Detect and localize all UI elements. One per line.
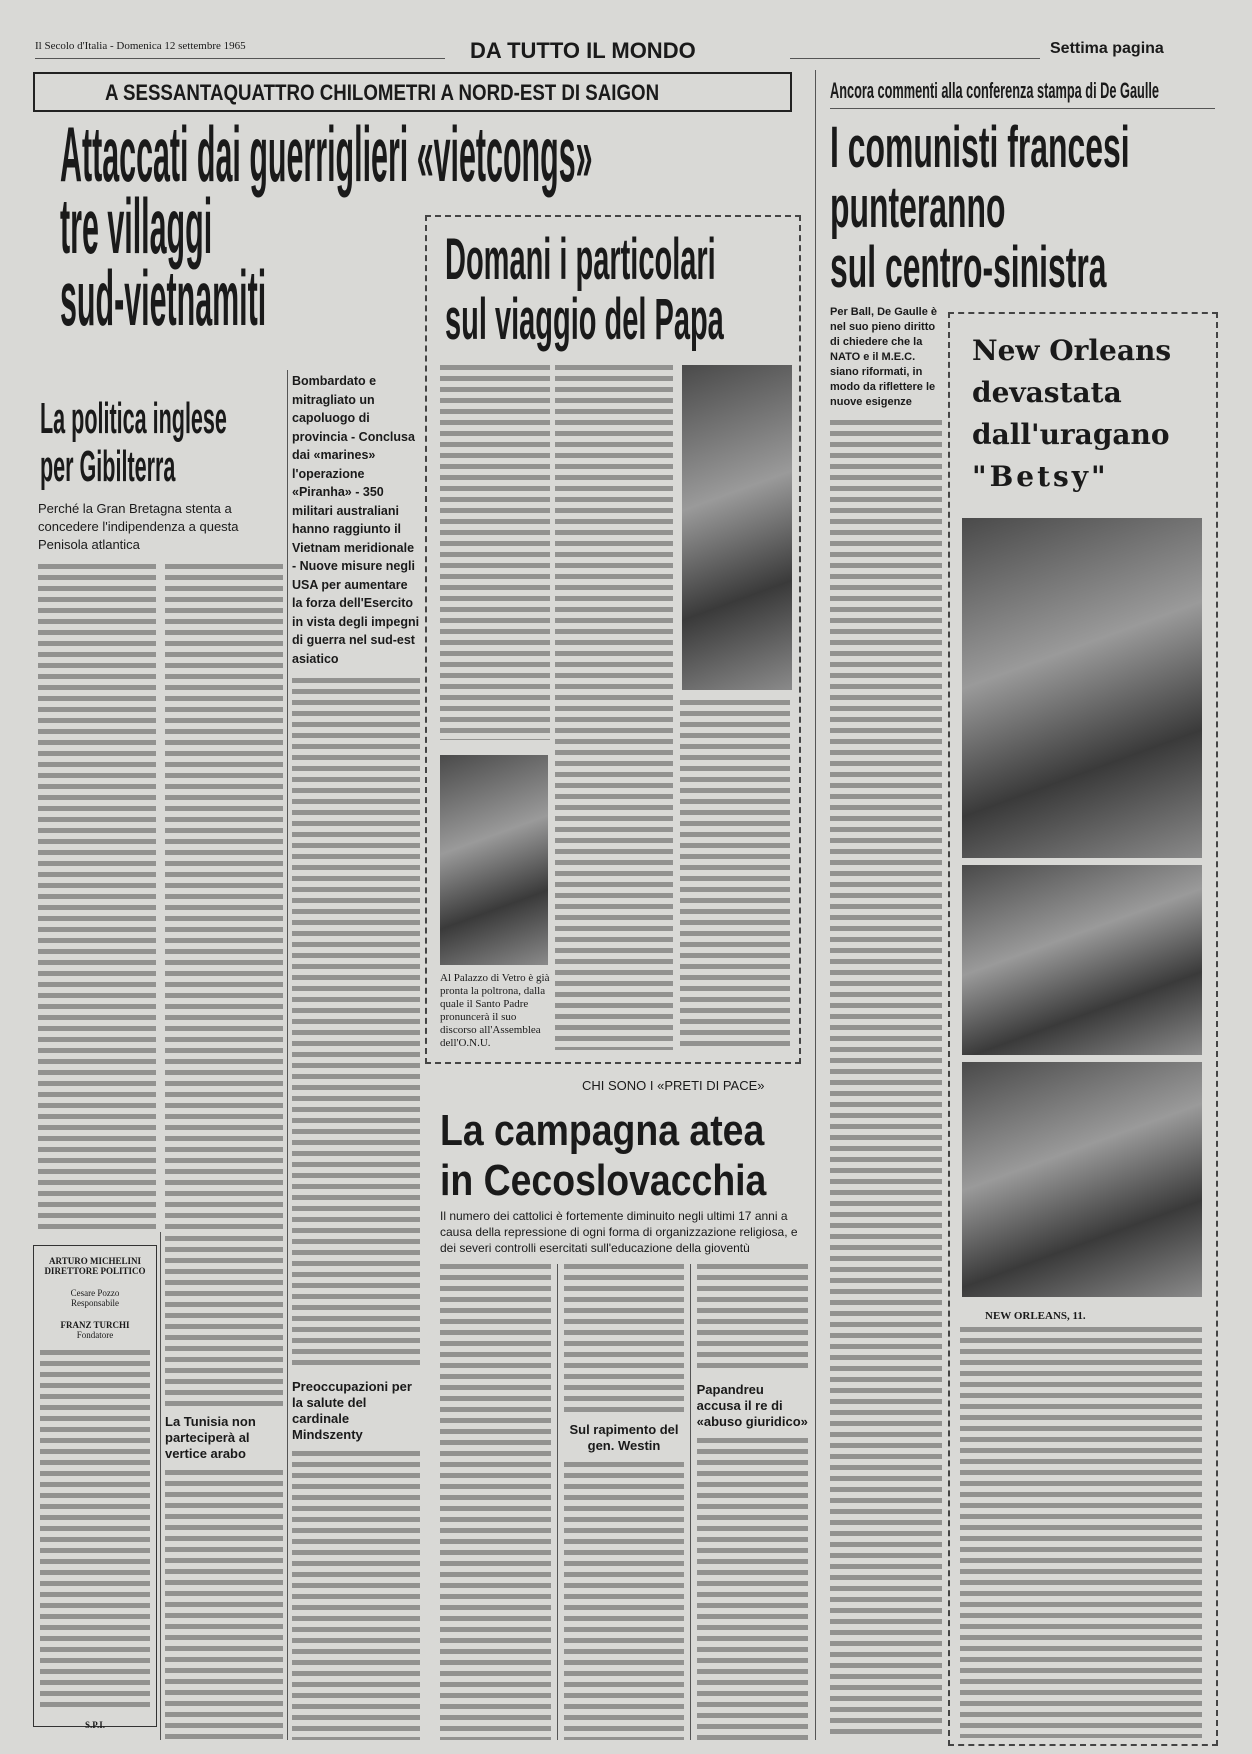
degaulle-article	[830, 305, 942, 1740]
staff-box: ARTURO MICHELINI DIRETTORE POLITICO Cesare Pozzo Responsabile FRANZ TURCHI Fondatore S.P.I.	[33, 1245, 157, 1727]
chair-photo	[440, 755, 548, 965]
masthead: Il Secolo d'Italia - Domenica 12 settembre 1965	[35, 40, 246, 52]
degaulle-summary: Per Ball, De Gaulle è nel suo pieno diritto di chiedere che la NATO e il M.E.C. siano riformati, in modo da riflettere le nuove esigenze	[830, 306, 937, 408]
degaulle-kicker: Ancora commenti alla conferenza stampa di De Gaulle	[830, 78, 1160, 103]
papa-headline: Domani i particolari sul viaggio del Papa	[445, 227, 724, 352]
section-title: DA TUTTO IL MONDO	[470, 38, 696, 63]
saigon-headline: Attaccati dai guerriglieri «vietcongs» tre villaggi sud-vietnamiti	[60, 110, 593, 342]
cecoslovacchia-article	[440, 1208, 808, 1740]
betsy-headline: New Orleans devastata dall'uragano "Betsy"	[972, 334, 1172, 493]
gibilterra-headline: La politica inglese per Gibilterra	[40, 394, 227, 491]
flood-photo-3	[962, 1062, 1202, 1297]
saigon-summary: Bombardato e mitragliato un capoluogo di provincia - Conclusa dai «marines» l'operazione «Piranha» - 350 militari australiani hanno raggiunto il Vietnam meridionale - Nuove misure negli USA per aumentare la forza dell'Esercito in vista degli impegni di guerra nel sud-est asiatico	[292, 374, 420, 666]
saigon-column	[292, 372, 420, 1740]
page-number: Settima pagina	[1050, 40, 1164, 57]
saigon-kicker-box	[33, 72, 792, 112]
gibilterra-article	[38, 500, 283, 1230]
papa-caption: Al Palazzo di Vetro è già pronta la poltrona, dalla quale il Santo Padre pronuncerà il suo discorso all'Assemblea dell'O.N.U.	[440, 972, 550, 1049]
degaulle-headline: I comunisti francesi punteranno sul centro-sinistra	[830, 115, 1130, 300]
cecoslovacchia-deck: Il numero dei cattolici è fortemente diminuito negli ultimi 17 anni a causa della repressione di ogni forma di organizzazione religiosa, e dei severi controlli esercitati sull'educazione della gioventù	[440, 1209, 798, 1255]
flood-photo-2	[962, 865, 1202, 1055]
westin-headline: Sul rapimento del gen. Westin	[569, 1422, 679, 1453]
tunisia-article	[165, 1236, 283, 1740]
pope-photo	[682, 365, 792, 690]
cecoslovacchia-headline: La campagna atea in Cecoslovacchia	[440, 1106, 767, 1205]
mindszenty-headline: Preoccupazioni per la salute del cardinale Mindszenty	[292, 1379, 412, 1443]
flood-photo-1	[962, 518, 1202, 858]
saigon-kicker: A SESSANTAQUATTRO CHILOMETRI A NORD-EST DI SAIGON	[105, 80, 660, 105]
papandreu-headline: Papandreu accusa il re di «abuso giuridico»	[696, 1382, 808, 1429]
cecoslovacchia-kicker: CHI SONO I «PRETI DI PACE»	[582, 1078, 765, 1093]
tunisia-headline: La Tunisia non parteciperà al vertice arabo	[165, 1414, 256, 1461]
betsy-dateline: NEW ORLEANS, 11.	[985, 1310, 1086, 1322]
gibilterra-deck: Perché la Gran Bretagna stenta a concedere l'indipendenza a questa Penisola atlantica	[38, 501, 239, 552]
betsy-article	[960, 1310, 1202, 1738]
